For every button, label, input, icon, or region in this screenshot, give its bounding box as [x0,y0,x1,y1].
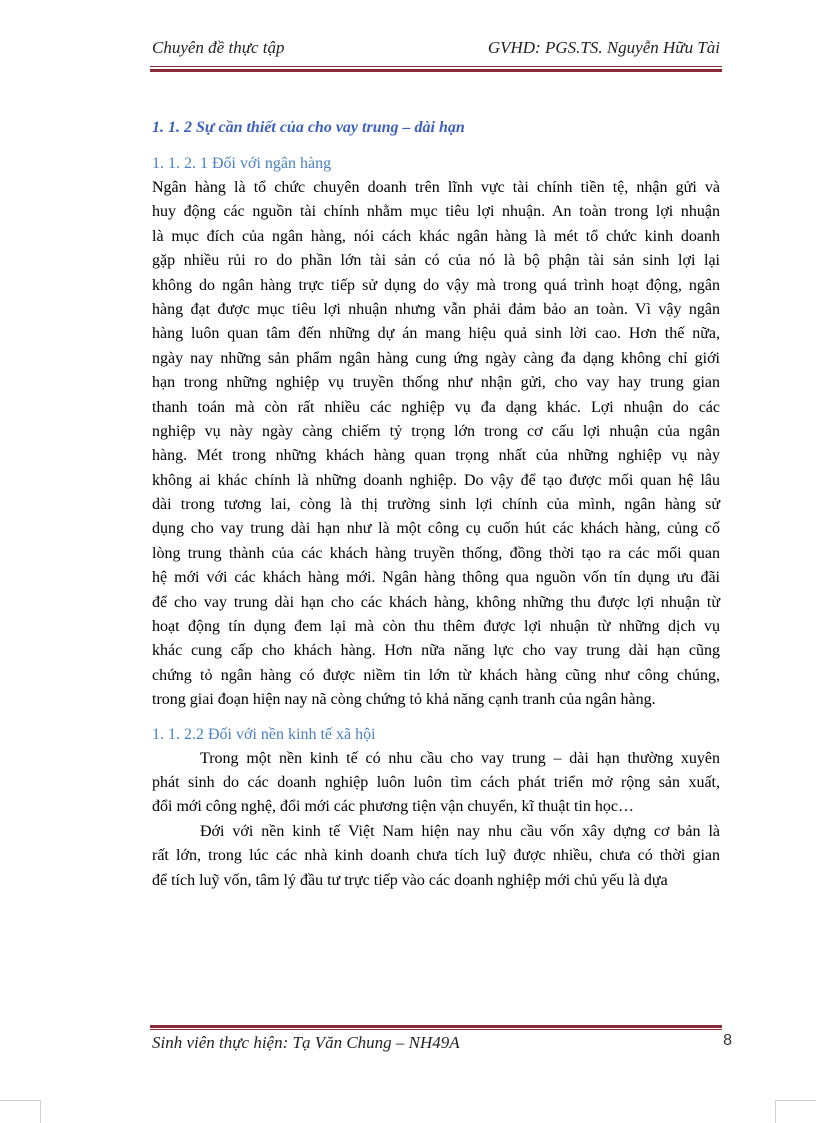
header-rule-thick [150,69,722,72]
text-line: rất lớn, trong lúc các nhà kinh doanh chưa tích luỹ được nhiều, chưa có thời gian [152,847,720,865]
text-line: dài trong tương lai, còng là thị trường sinh lợi chính của mình, ngân hàng sử [152,496,720,514]
header-title: Chuyên đề thực tập [152,38,285,57]
text-line: phát sinh do các doanh nghiệp luôn luôn tìm cách phát triển mở rộng sản xuất, [152,773,720,791]
text-line: hệ mới với các khách hàng mới. Ngân hàng thông qua nguồn vốn tín dụng ưu đãi [152,569,720,587]
footer-rule-thick [150,1025,722,1028]
text-line: khác cung cấp cho khách hàng. Hơn nữa năng lực cho vay trung dài hạn cũng [152,642,720,660]
text-line: Ngân hàng là tổ chức chuyên doanh trên lĩnh vực tài chính tiền tệ, nhận gửi và [152,179,720,196]
text-line: không ai khác chính là những doanh nghiệp. Do vậy để tạo được mối quan hệ lâu [152,471,720,489]
section-heading: 1. 1. 2 Sự cần thiết của cho vay trung – dài hạn [152,119,465,136]
text-line: là mục đích của ngân hàng, nói cách khác ngân hàng là mét tổ chức kinh doanh [152,227,720,245]
text-line: thanh toán mà còn rất nhiều các nghiệp vụ đa dạng khác. Lợi nhuận do các [152,398,720,416]
paragraph-economy-1 [152,747,720,820]
header-rule-thin [150,66,722,67]
text-line: để cho vay trung dài hạn cho các khách hàng, không những thu được lợi nhuận từ [152,593,720,611]
text-line: hàng đạt được mục tiêu lợi nhuận nhưng vẫn phải đảm bảo an toàn. Vì vậy ngân [152,300,720,318]
subsection-heading-bank: 1. 1. 2. 1 Đối với ngân hàng [152,155,332,172]
page-header [150,30,722,70]
text-line: đổi mới công nghệ, đổi mới các phương tiện vận chuyển, kĩ thuật tin học… [152,798,634,816]
text-line: nghiệp vụ này ngày càng chiếm tỷ trọng lớn trong cơ cấu lợi nhuận của ngân [152,422,720,440]
text-line: hàng. Mét trong những khách hàng quan trọng nhất của những nghiệp vụ này [152,447,720,465]
text-line: không do ngân hàng trực tiếp sử dụng do vậy mà trong quá trình hoạt động, ngân [152,276,720,294]
text-line: dụng cho vay trung dài hạn như là một công cụ cuốn hút các khách hàng, củng cố [152,520,720,538]
corner-mark-line [776,1100,816,1101]
text-line: trong giai đoạn hiện nay nã còng chứng tỏ khả năng cạnh tranh của ngân hàng. [152,691,656,709]
paragraph-bank [152,176,720,713]
corner-mark-line [0,1100,40,1101]
subsection-heading-economy: 1. 1. 2.2 Đối với nền kinh tế xã hội [152,725,376,743]
text-line: Trong một nền kinh tế có nhu cầu cho vay trung – dài hạn thường xuyên [200,749,720,767]
main-content [152,116,720,893]
corner-mark-line [40,1100,41,1123]
text-line: lòng trung thành của các khách hàng truyền thống, đồng thời tạo ra các mối quan [152,544,720,562]
page-number: 8 [723,1032,732,1049]
page-footer [150,1030,732,1060]
text-line: huy động các nguồn tài chính nhằm mục tiêu lợi nhuận. An toàn trong lợi nhuận [152,203,720,221]
footer-author: Sinh viên thực hiện: Tạ Văn Chung – NH49A [152,1033,460,1052]
paragraph-economy-2 [152,820,720,893]
text-line: ngày nay những sản phẩm ngân hàng cung ứng ngày càng đa dạng không chỉ giới [152,349,720,367]
text-line: hàng luôn quan tâm đến những dự án mang hiệu quả sinh lời cao. Hơn thế nữa, [152,325,720,343]
text-line: để tích luỹ vốn, tâm lý đầu tư trực tiếp vào các doanh nghiệp mới chủ yếu là dựa [152,871,668,889]
text-line: hạn trong những nghiệp vụ truyền thống như nhận gửi, cho vay hay trung gian [152,374,720,392]
text-line: chứng tỏ ngân hàng có được niềm tin lớn từ khách hàng cũng như công chúng, [152,666,720,684]
text-line: gặp nhiều rủi ro do phần lớn tài sản có của nó là bộ phận tài sản sinh lợi lại [152,252,720,270]
corner-mark-line [775,1100,776,1123]
text-line: Đới với nền kinh tế Việt Nam hiện nay nhu cầu vốn xây dựng cơ bản là [200,822,720,840]
header-advisor: GVHD: PGS.TS. Nguyễn Hữu Tài [487,38,720,57]
text-line: hoạt động tín dụng đem lại mà còn thu thêm được lợi nhuận từ những dịch vụ [152,618,720,636]
